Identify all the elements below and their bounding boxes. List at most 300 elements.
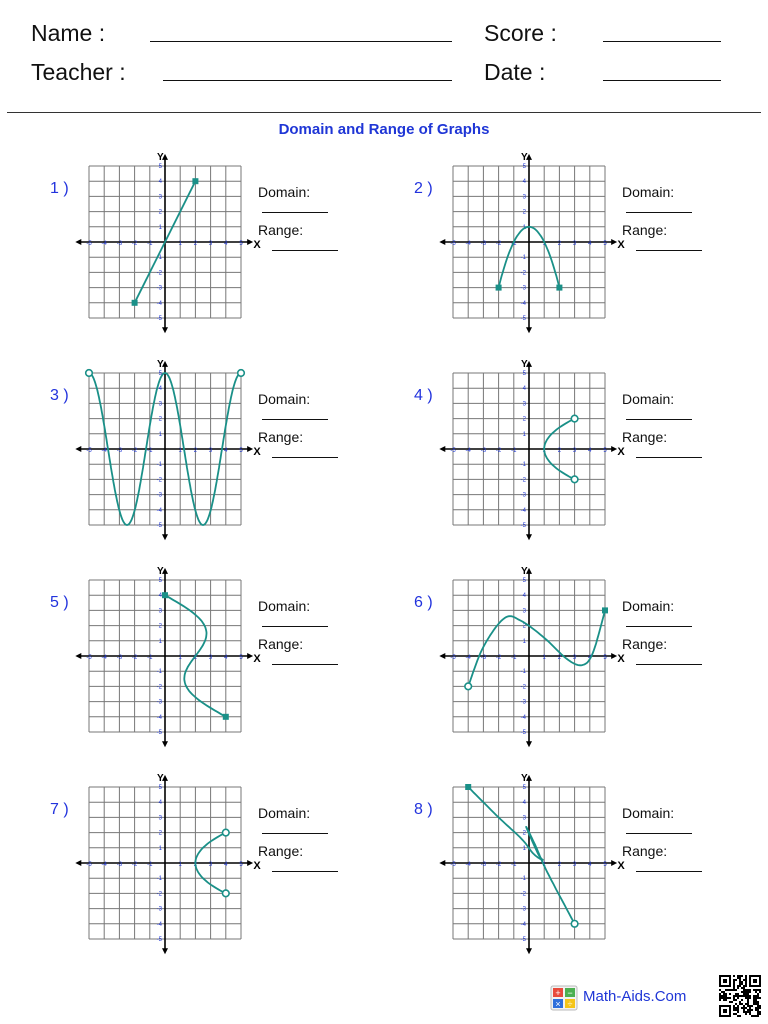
x-tick-label: 4	[588, 862, 592, 868]
y-tick-label: -3	[156, 906, 162, 913]
qr-module	[733, 975, 735, 977]
qr-module	[745, 1013, 747, 1015]
qr-module	[755, 1009, 757, 1011]
x-tick-label: -1	[511, 862, 517, 868]
x-tick-label: 2	[193, 862, 198, 868]
qr-module	[745, 1011, 747, 1013]
y-tick-label: 2	[522, 209, 526, 216]
y-tick-label: 1	[158, 638, 162, 645]
coordinate-grid	[434, 151, 625, 346]
y-tick-label: -3	[520, 699, 526, 706]
x-tick-label: -3	[116, 655, 123, 661]
qr-module	[739, 1003, 741, 1005]
qr-module	[759, 1007, 761, 1009]
x-tick-label: -3	[480, 655, 487, 661]
qr-module	[741, 1003, 743, 1005]
y-tick-label: -1	[156, 876, 162, 883]
domain-field[interactable]	[258, 598, 380, 630]
qr-finder-core	[723, 979, 727, 983]
y-tick-label: -1	[156, 255, 162, 262]
qr-module	[737, 997, 739, 999]
qr-module	[737, 1011, 739, 1013]
qr-module	[755, 1015, 757, 1017]
x-tick-label: -5	[86, 862, 92, 868]
qr-module	[753, 1015, 755, 1017]
x-tick-label: 2	[193, 655, 198, 661]
qr-module	[747, 993, 749, 995]
name-blank[interactable]	[150, 41, 452, 42]
qr-module	[727, 997, 729, 999]
y-tick-label: 5	[522, 164, 526, 170]
score-blank[interactable]	[603, 41, 721, 42]
qr-finder-core	[723, 1009, 727, 1013]
qr-module	[753, 995, 755, 997]
qr-module	[745, 979, 747, 981]
problem-8	[364, 772, 744, 1001]
range-label: Range:	[258, 843, 304, 859]
domain-blank[interactable]	[626, 821, 692, 834]
qr-module	[737, 987, 739, 989]
y-tick-label: 3	[158, 815, 162, 822]
y-tick-label: 5	[158, 785, 162, 791]
domain-field[interactable]	[622, 805, 744, 837]
open-endpoint	[238, 370, 245, 377]
x-axis-label: X	[253, 860, 261, 872]
domain-field[interactable]	[622, 391, 744, 423]
range-blank[interactable]	[272, 445, 338, 458]
qr-module	[733, 981, 735, 983]
site-link[interactable]: Math-Aids.Com	[583, 988, 687, 1005]
range-field[interactable]	[622, 429, 744, 461]
domain-label: Domain:	[258, 805, 311, 821]
coordinate-grid	[70, 151, 261, 346]
range-blank[interactable]	[272, 652, 338, 665]
y-tick-label: -4	[520, 921, 526, 928]
qr-module	[725, 993, 727, 995]
x-tick-label: 5	[239, 448, 243, 454]
domain-label: Domain:	[258, 598, 311, 614]
x-tick-label: 3	[572, 448, 577, 454]
y-tick-label: 1	[158, 845, 162, 852]
x-tick-label: 2	[557, 862, 562, 868]
x-tick-label: -4	[101, 862, 107, 868]
qr-module	[741, 981, 743, 983]
qr-module	[725, 989, 727, 991]
y-tick-label: -1	[156, 462, 162, 469]
date-label: Date :	[484, 59, 546, 85]
qr-module	[743, 1009, 745, 1011]
qr-module	[747, 997, 749, 999]
y-tick-label: -3	[156, 492, 162, 499]
qr-module	[735, 989, 737, 991]
y-tick-label: 5	[158, 578, 162, 584]
qr-module	[755, 1007, 757, 1009]
y-axis-label: Y	[157, 358, 164, 370]
open-endpoint	[571, 921, 578, 928]
graph-1	[70, 151, 261, 351]
page-title: Domain and Range of Graphs	[278, 121, 490, 138]
range-label: Range:	[258, 636, 304, 652]
qr-module	[737, 985, 739, 987]
y-axis-label: Y	[157, 772, 164, 784]
qr-module	[755, 999, 757, 1001]
x-tick-label: -3	[116, 448, 123, 454]
qr-module	[737, 993, 739, 995]
closed-endpoint	[192, 178, 198, 184]
domain-field[interactable]	[258, 184, 380, 216]
x-tick-label: -5	[450, 241, 456, 247]
y-tick-label: -2	[156, 477, 162, 484]
range-field[interactable]	[258, 222, 380, 254]
qr-module	[759, 989, 761, 991]
qr-module	[725, 999, 727, 1001]
y-tick-label: 3	[522, 194, 526, 201]
x-tick-label: 5	[239, 655, 243, 661]
qr-module	[729, 997, 731, 999]
range-field[interactable]	[622, 222, 744, 254]
qr-module	[731, 1001, 733, 1003]
qr-module	[739, 983, 741, 985]
x-tick-label: 3	[208, 862, 213, 868]
x-tick-label: 3	[208, 448, 213, 454]
y-tick-label: -2	[520, 684, 526, 691]
qr-module	[737, 975, 739, 977]
qr-module	[757, 995, 759, 997]
y-axis-arrow-bottom	[526, 948, 532, 954]
qr-module	[743, 987, 745, 989]
y-tick-label: 3	[158, 401, 162, 408]
qr-module	[755, 991, 757, 993]
x-tick-label: 5	[603, 655, 607, 661]
x-tick-label: -2	[131, 448, 138, 454]
coordinate-grid	[434, 772, 625, 967]
qr-module	[721, 991, 723, 993]
qr-module	[757, 1015, 759, 1017]
graph-2	[434, 151, 625, 351]
qr-module	[759, 991, 761, 993]
problem-number: 3 )	[50, 387, 69, 404]
x-tick-label: 2	[557, 241, 562, 247]
qr-module	[729, 1001, 731, 1003]
qr-module	[757, 1011, 759, 1013]
qr-module	[723, 993, 725, 995]
coordinate-grid	[70, 772, 261, 967]
qr-module	[745, 991, 747, 993]
range-field[interactable]	[258, 429, 380, 461]
y-tick-label: 4	[158, 386, 162, 393]
qr-module	[739, 981, 741, 983]
problem-number: 4 )	[414, 387, 433, 404]
qr-module	[735, 979, 737, 981]
qr-code-icon[interactable]	[719, 975, 761, 1022]
range-blank[interactable]	[636, 652, 702, 665]
domain-blank[interactable]	[262, 200, 328, 213]
qr-module	[759, 1013, 761, 1015]
qr-module	[733, 1007, 735, 1009]
x-tick-label: -2	[131, 862, 138, 868]
y-tick-label: 3	[522, 815, 526, 822]
x-tick-label: -3	[480, 862, 487, 868]
qr-module	[743, 995, 745, 997]
x-tick-label: -1	[511, 448, 517, 454]
open-endpoint	[86, 370, 93, 377]
qr-module	[747, 1001, 749, 1003]
y-tick-label: -5	[156, 316, 162, 322]
qr-module	[747, 1003, 749, 1005]
graph-6	[434, 565, 625, 765]
qr-module	[757, 1001, 759, 1003]
qr-module	[737, 977, 739, 979]
coordinate-grid	[434, 565, 625, 760]
y-tick-label: 4	[522, 179, 526, 186]
qr-module	[739, 979, 741, 981]
svg-text:+: +	[555, 988, 561, 998]
qr-module	[743, 1007, 745, 1009]
y-tick-label: -2	[520, 891, 526, 898]
x-tick-label: -5	[450, 655, 456, 661]
y-tick-label: -3	[520, 492, 526, 499]
open-endpoint	[223, 890, 230, 897]
qr-module	[719, 999, 721, 1001]
x-tick-label: 4	[588, 241, 592, 247]
y-tick-label: -2	[156, 684, 162, 691]
x-axis-arrow-right	[247, 239, 253, 245]
qr-module	[745, 975, 747, 977]
qr-module	[753, 1001, 755, 1003]
problem-number: 2 )	[414, 180, 433, 197]
closed-endpoint	[223, 714, 229, 720]
y-tick-label: 2	[158, 416, 162, 423]
qr-module	[741, 983, 743, 985]
range-field[interactable]	[622, 636, 744, 668]
domain-field[interactable]	[622, 184, 744, 216]
qr-module	[745, 985, 747, 987]
qr-module	[745, 997, 747, 999]
y-tick-label: -4	[156, 714, 162, 721]
closed-endpoint	[602, 607, 608, 613]
range-blank[interactable]	[636, 859, 702, 872]
x-tick-label: 4	[224, 655, 228, 661]
qr-module	[749, 991, 751, 993]
problem-number: 8 )	[414, 801, 433, 818]
y-tick-label: 5	[522, 578, 526, 584]
qr-module	[747, 1005, 749, 1007]
teacher-label: Teacher :	[31, 59, 126, 85]
qr-module	[733, 1013, 735, 1015]
qr-module	[721, 995, 723, 997]
qr-module	[757, 1003, 759, 1005]
qr-module	[757, 993, 759, 995]
x-tick-label: 2	[193, 241, 198, 247]
qr-module	[733, 1009, 735, 1011]
qr-module	[755, 1003, 757, 1005]
x-tick-label: 1	[542, 862, 546, 868]
qr-finder-core	[753, 979, 757, 983]
x-tick-label: 2	[193, 448, 198, 454]
qr-module	[755, 995, 757, 997]
qr-module	[733, 995, 735, 997]
qr-module	[749, 1013, 751, 1015]
qr-module	[745, 981, 747, 983]
domain-blank[interactable]	[626, 614, 692, 627]
x-axis-label: X	[617, 239, 625, 251]
y-tick-label: -4	[156, 507, 162, 514]
y-axis-arrow-bottom	[526, 741, 532, 747]
qr-module	[751, 1009, 753, 1011]
x-tick-label: -1	[147, 448, 153, 454]
qr-module	[749, 1009, 751, 1011]
qr-module	[745, 993, 747, 995]
problem-1	[0, 151, 380, 380]
domain-field[interactable]	[622, 598, 744, 630]
y-tick-label: 4	[158, 800, 162, 807]
x-tick-label: -1	[511, 241, 517, 247]
graph-8	[434, 772, 625, 972]
x-tick-label: -4	[465, 862, 471, 868]
x-tick-label: 1	[542, 655, 546, 661]
x-axis-arrow-left	[75, 653, 81, 659]
range-field[interactable]	[622, 843, 744, 875]
qr-module	[737, 1009, 739, 1011]
problem-3	[0, 358, 380, 587]
qr-module	[751, 1005, 753, 1007]
x-tick-label: -2	[495, 448, 502, 454]
x-tick-label: -4	[101, 241, 107, 247]
date-blank[interactable]	[603, 80, 721, 81]
y-tick-label: 3	[158, 194, 162, 201]
y-tick-label: 2	[522, 623, 526, 630]
range-field[interactable]	[258, 636, 380, 668]
qr-module	[747, 989, 749, 991]
qr-module	[757, 989, 759, 991]
qr-module	[741, 987, 743, 989]
qr-module	[759, 1005, 761, 1007]
function-curve	[465, 610, 605, 686]
qr-module	[741, 1007, 743, 1009]
y-axis-arrow-bottom	[162, 741, 168, 747]
y-tick-label: -1	[520, 255, 526, 262]
qr-module	[721, 997, 723, 999]
qr-module	[757, 1009, 759, 1011]
x-tick-label: 1	[542, 241, 546, 247]
x-tick-label: 5	[603, 241, 607, 247]
domain-blank[interactable]	[262, 821, 328, 834]
y-tick-label: 1	[522, 638, 526, 645]
y-axis-arrow-bottom	[526, 534, 532, 540]
svg-text:÷: ÷	[567, 999, 573, 1009]
qr-module	[741, 999, 743, 1001]
qr-module	[759, 997, 761, 999]
domain-field[interactable]	[258, 391, 380, 423]
problem-number: 6 )	[414, 594, 433, 611]
y-tick-label: 5	[522, 785, 526, 791]
qr-module	[731, 989, 733, 991]
y-tick-label: -3	[520, 285, 526, 292]
range-blank[interactable]	[272, 238, 338, 251]
y-tick-label: 5	[158, 371, 162, 377]
qr-module	[749, 1005, 751, 1007]
y-axis-label: Y	[521, 151, 528, 163]
x-tick-label: 4	[588, 655, 592, 661]
qr-module	[723, 991, 725, 993]
y-tick-label: 2	[522, 830, 526, 837]
qr-module	[741, 991, 743, 993]
qr-module	[749, 989, 751, 991]
qr-module	[755, 1001, 757, 1003]
qr-module	[749, 1007, 751, 1009]
qr-module	[737, 1007, 739, 1009]
x-axis-label: X	[617, 446, 625, 458]
y-tick-label: -4	[156, 300, 162, 307]
domain-blank[interactable]	[262, 614, 328, 627]
range-field[interactable]	[258, 843, 380, 875]
y-tick-label: -5	[520, 937, 526, 943]
range-label: Range:	[622, 429, 668, 445]
qr-module	[735, 1009, 737, 1011]
qr-module	[727, 989, 729, 991]
qr-module	[757, 1005, 759, 1007]
y-tick-label: -4	[520, 300, 526, 307]
x-tick-label: 3	[208, 655, 213, 661]
x-axis-arrow-right	[611, 239, 617, 245]
domain-blank[interactable]	[626, 200, 692, 213]
problem-number: 5 )	[50, 594, 69, 611]
x-tick-label: 1	[542, 448, 546, 454]
x-tick-label: -4	[101, 655, 107, 661]
range-blank[interactable]	[272, 859, 338, 872]
y-tick-label: -4	[520, 507, 526, 514]
x-axis-arrow-right	[247, 653, 253, 659]
domain-blank[interactable]	[262, 407, 328, 420]
x-tick-label: -1	[147, 655, 153, 661]
qr-module	[747, 999, 749, 1001]
range-label: Range:	[622, 636, 668, 652]
range-blank[interactable]	[636, 238, 702, 251]
range-blank[interactable]	[636, 445, 702, 458]
domain-blank[interactable]	[626, 407, 692, 420]
qr-module	[735, 1007, 737, 1009]
y-tick-label: -3	[156, 699, 162, 706]
y-tick-label: -4	[156, 921, 162, 928]
problem-5	[0, 565, 380, 794]
x-tick-label: 4	[224, 862, 228, 868]
closed-endpoint	[132, 300, 138, 306]
y-tick-label: -1	[156, 669, 162, 676]
problem-number: 1 )	[50, 180, 69, 197]
y-tick-label: 5	[158, 164, 162, 170]
qr-module	[735, 1003, 737, 1005]
qr-module	[749, 997, 751, 999]
closed-endpoint	[496, 285, 502, 291]
y-tick-label: 3	[522, 401, 526, 408]
closed-endpoint	[162, 592, 168, 598]
qr-module	[745, 995, 747, 997]
range-label: Range:	[258, 222, 304, 238]
y-tick-label: 3	[158, 608, 162, 615]
y-tick-label: 2	[158, 209, 162, 216]
x-tick-label: -2	[495, 862, 502, 868]
teacher-blank[interactable]	[163, 80, 452, 81]
domain-field[interactable]	[258, 805, 380, 837]
x-axis-arrow-right	[247, 860, 253, 866]
qr-module	[741, 995, 743, 997]
x-tick-label: 1	[178, 862, 182, 868]
qr-module	[747, 1011, 749, 1013]
x-axis-arrow-left	[75, 860, 81, 866]
x-tick-label: -1	[147, 241, 153, 247]
qr-module	[737, 995, 739, 997]
qr-module	[735, 995, 737, 997]
